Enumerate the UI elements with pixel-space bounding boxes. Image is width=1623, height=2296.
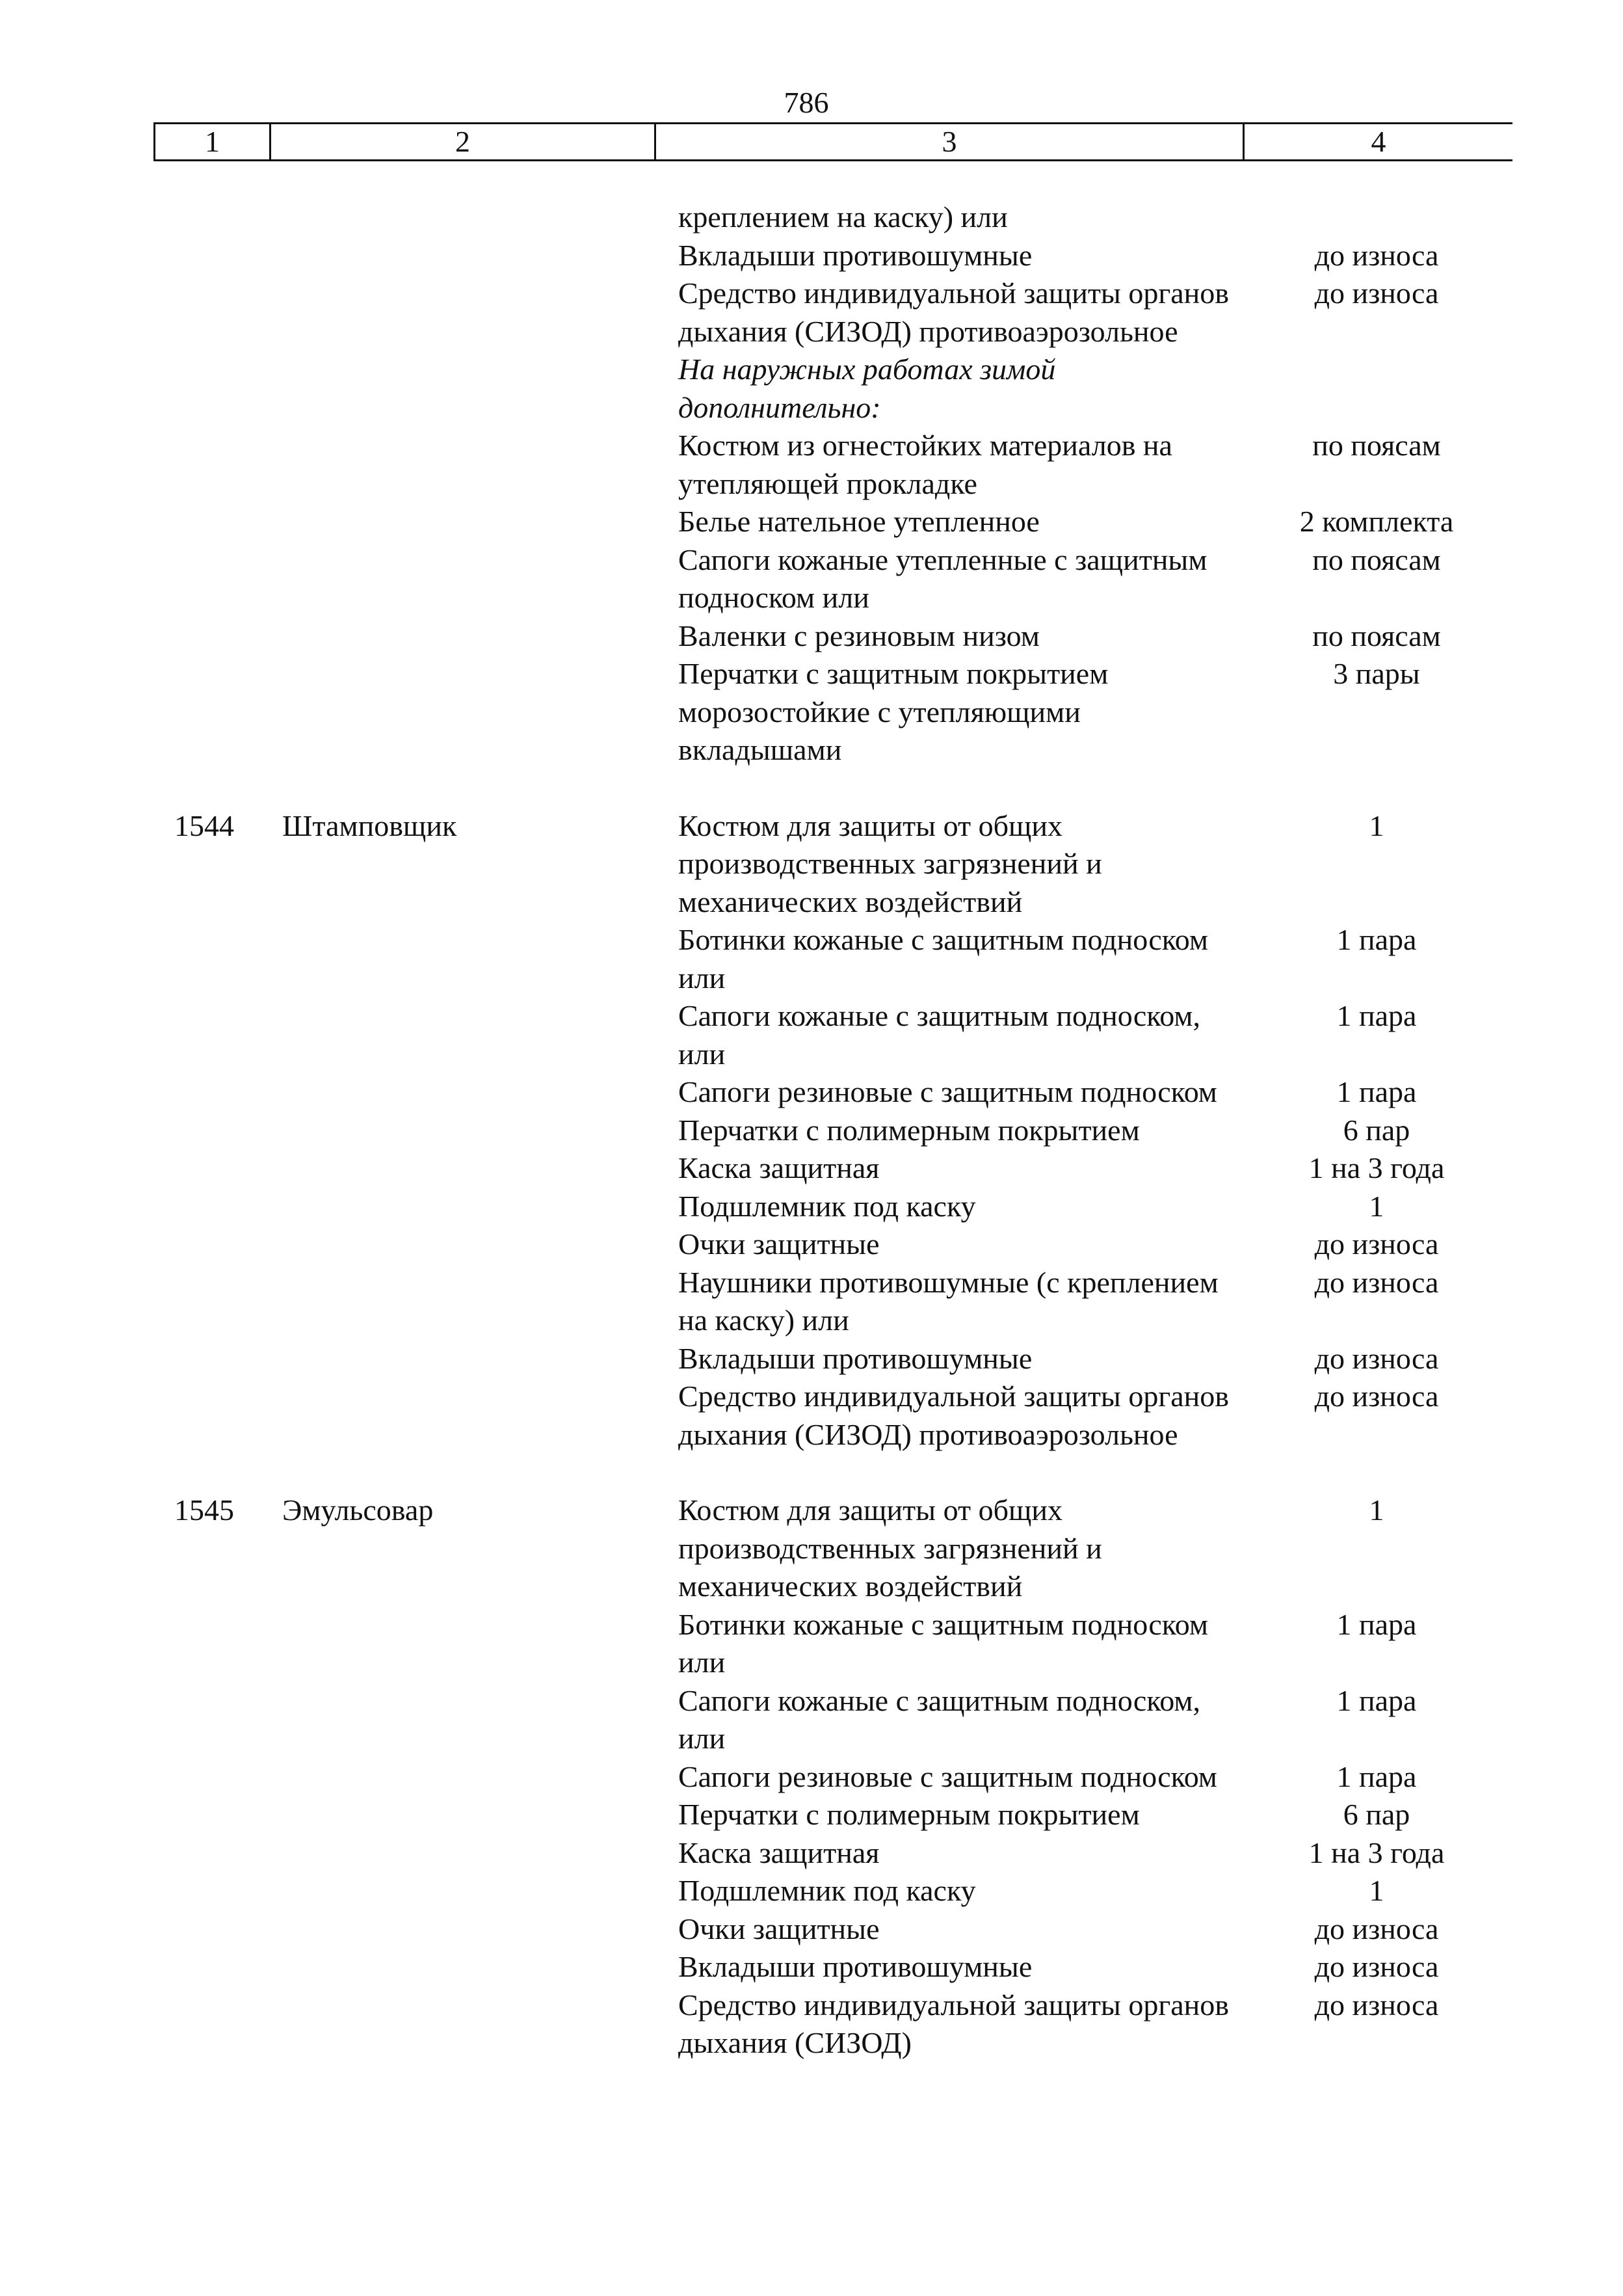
item-name: Подшлемник под каску xyxy=(678,1189,976,1223)
item-norm: 1 xyxy=(1369,1189,1384,1223)
item-norm: по поясам xyxy=(1312,619,1441,652)
table-body xyxy=(153,198,1512,2062)
item-name: Средство индивидуальной защиты органов дыхания (СИЗОД) xyxy=(678,1988,1229,2059)
item-name: Каска защитная xyxy=(678,1835,880,1869)
item-name: Вкладыши противошумные xyxy=(678,1341,1033,1375)
item-norm: до износа xyxy=(1314,1227,1439,1261)
table-row xyxy=(665,1796,1512,1834)
item-norm: 1 пара xyxy=(1336,923,1417,956)
table-row xyxy=(665,1872,1512,1910)
table-row xyxy=(665,1910,1512,1949)
item-name: Сапоги резиновые с защитным подноском xyxy=(678,1075,1217,1108)
item-norm: 1 пара xyxy=(1336,1683,1417,1717)
occupation-name: Эмульсовар xyxy=(282,1493,434,1527)
item-name: Очки защитные xyxy=(678,1912,880,1945)
table-row xyxy=(665,807,1512,922)
item-name: Костюм из огнестойких материалов на утепляющей прокладке xyxy=(678,429,1172,500)
item-norm: до износа xyxy=(1314,1912,1439,1945)
item-norm: до износа xyxy=(1314,1265,1439,1299)
winter-note: На наружных работах зимой дополнительно: xyxy=(678,353,1056,424)
table-row xyxy=(665,427,1512,503)
item-norm xyxy=(1241,198,1512,237)
table-row xyxy=(665,617,1512,656)
table-row xyxy=(665,274,1512,351)
table-row xyxy=(665,1188,1512,1226)
item-norm: по поясам xyxy=(1312,429,1441,462)
header-col-1: 1 xyxy=(155,124,271,159)
item-norm: до износа xyxy=(1314,1988,1439,2022)
table-row xyxy=(665,997,1512,1073)
item-name: Валенки с резиновым низом xyxy=(678,619,1040,652)
table-row xyxy=(665,503,1512,541)
page-number: 786 xyxy=(784,86,829,119)
item-name: Костюм для защиты от общих производственных загрязнений и механических воздействий xyxy=(678,808,1102,918)
item-norm: до износа xyxy=(1314,1950,1439,1983)
occupation-name: Штамповщик xyxy=(282,808,457,842)
table-row xyxy=(665,198,1512,237)
item-name: Вкладыши противошумные xyxy=(678,1950,1033,1983)
item-name: креплением на каску) или xyxy=(678,200,1008,234)
item-norm: до износа xyxy=(1314,1341,1439,1375)
item-name: Наушники противошумные (с креплением на каску) или xyxy=(678,1265,1219,1337)
item-norm: по поясам xyxy=(1312,542,1441,576)
table-row xyxy=(665,655,1512,769)
table-row xyxy=(665,1986,1512,2062)
item-name: Средство индивидуальной защиты органов дыхания (СИЗОД) противоаэрозольное xyxy=(678,1380,1229,1451)
item-name: Сапоги кожаные с защитным подноском, или xyxy=(678,1683,1201,1755)
item-name: Ботинки кожаные с защитным подноском или xyxy=(678,923,1209,994)
item-norm: 6 пар xyxy=(1343,1798,1410,1831)
table-row xyxy=(665,1834,1512,1873)
item-norm: 1 на 3 года xyxy=(1308,1835,1445,1869)
table-row xyxy=(665,1948,1512,1986)
item-norm: 1 пара xyxy=(1336,999,1417,1032)
table-row xyxy=(665,921,1512,997)
entry-number: 1544 xyxy=(174,808,234,842)
item-name: Перчатки с полимерным покрытием xyxy=(678,1113,1140,1147)
item-name: Ботинки кожаные с защитным подноском или xyxy=(678,1607,1209,1679)
item-name: Сапоги кожаные утепленные с защитным подноском или xyxy=(678,542,1207,614)
item-name: Каска защитная xyxy=(678,1151,880,1184)
continuation-block xyxy=(153,198,1512,769)
item-name: Белье нательное утепленное xyxy=(678,505,1040,538)
item-norm: 6 пар xyxy=(1343,1113,1410,1147)
item-name: Сапоги резиновые с защитным подноском xyxy=(678,1759,1217,1793)
item-norm: 1 пара xyxy=(1336,1607,1417,1641)
header-col-4: 4 xyxy=(1371,125,1386,158)
header-col-2: 2 xyxy=(271,124,656,159)
table-row xyxy=(665,1491,1512,1606)
item-name: Вкладыши противошумные xyxy=(678,238,1033,272)
table-row xyxy=(665,1606,1512,1682)
item-name: Очки защитные xyxy=(678,1227,880,1261)
table-row xyxy=(665,541,1512,617)
item-norm: до износа xyxy=(1314,1380,1439,1413)
item-norm: 1 на 3 года xyxy=(1308,1151,1445,1184)
item-name: Перчатки с защитным покрытием морозостойкие с утепляющими вкладышами xyxy=(678,657,1109,766)
table-row xyxy=(665,1264,1512,1340)
item-norm: 1 пара xyxy=(1336,1075,1417,1108)
table-row xyxy=(665,1758,1512,1796)
item-norm: 1 пара xyxy=(1336,1759,1417,1793)
table-row xyxy=(665,1112,1512,1150)
item-name: Перчатки с полимерным покрытием xyxy=(678,1798,1140,1831)
table-row xyxy=(665,1378,1512,1454)
entry-1545 xyxy=(153,1491,1512,2062)
header-col-3: 3 xyxy=(656,124,1245,159)
item-norm: 1 xyxy=(1369,1493,1384,1527)
table-row xyxy=(665,1149,1512,1188)
table-row xyxy=(665,237,1512,275)
item-norm: 1 xyxy=(1369,1874,1384,1907)
table-row xyxy=(665,1225,1512,1264)
entry-number: 1545 xyxy=(174,1493,234,1527)
item-name: Средство индивидуальной защиты органов дыхания (СИЗОД) противоаэрозольное xyxy=(678,276,1229,348)
table-row xyxy=(665,1340,1512,1378)
item-norm: до износа xyxy=(1314,238,1439,272)
entry-1544 xyxy=(153,807,1512,1454)
table-header xyxy=(153,122,1512,161)
item-norm: 3 пары xyxy=(1333,657,1420,690)
table-row xyxy=(665,1682,1512,1758)
item-norm: 2 комплекта xyxy=(1299,505,1454,538)
item-norm: до износа xyxy=(1314,276,1439,310)
item-name: Сапоги кожаные с защитным подноском, или xyxy=(678,999,1201,1071)
item-norm: 1 xyxy=(1369,808,1384,842)
item-name: Костюм для защиты от общих производственных загрязнений и механических воздействий xyxy=(678,1493,1102,1603)
table-row xyxy=(665,1073,1512,1112)
item-name: Подшлемник под каску xyxy=(678,1874,976,1907)
